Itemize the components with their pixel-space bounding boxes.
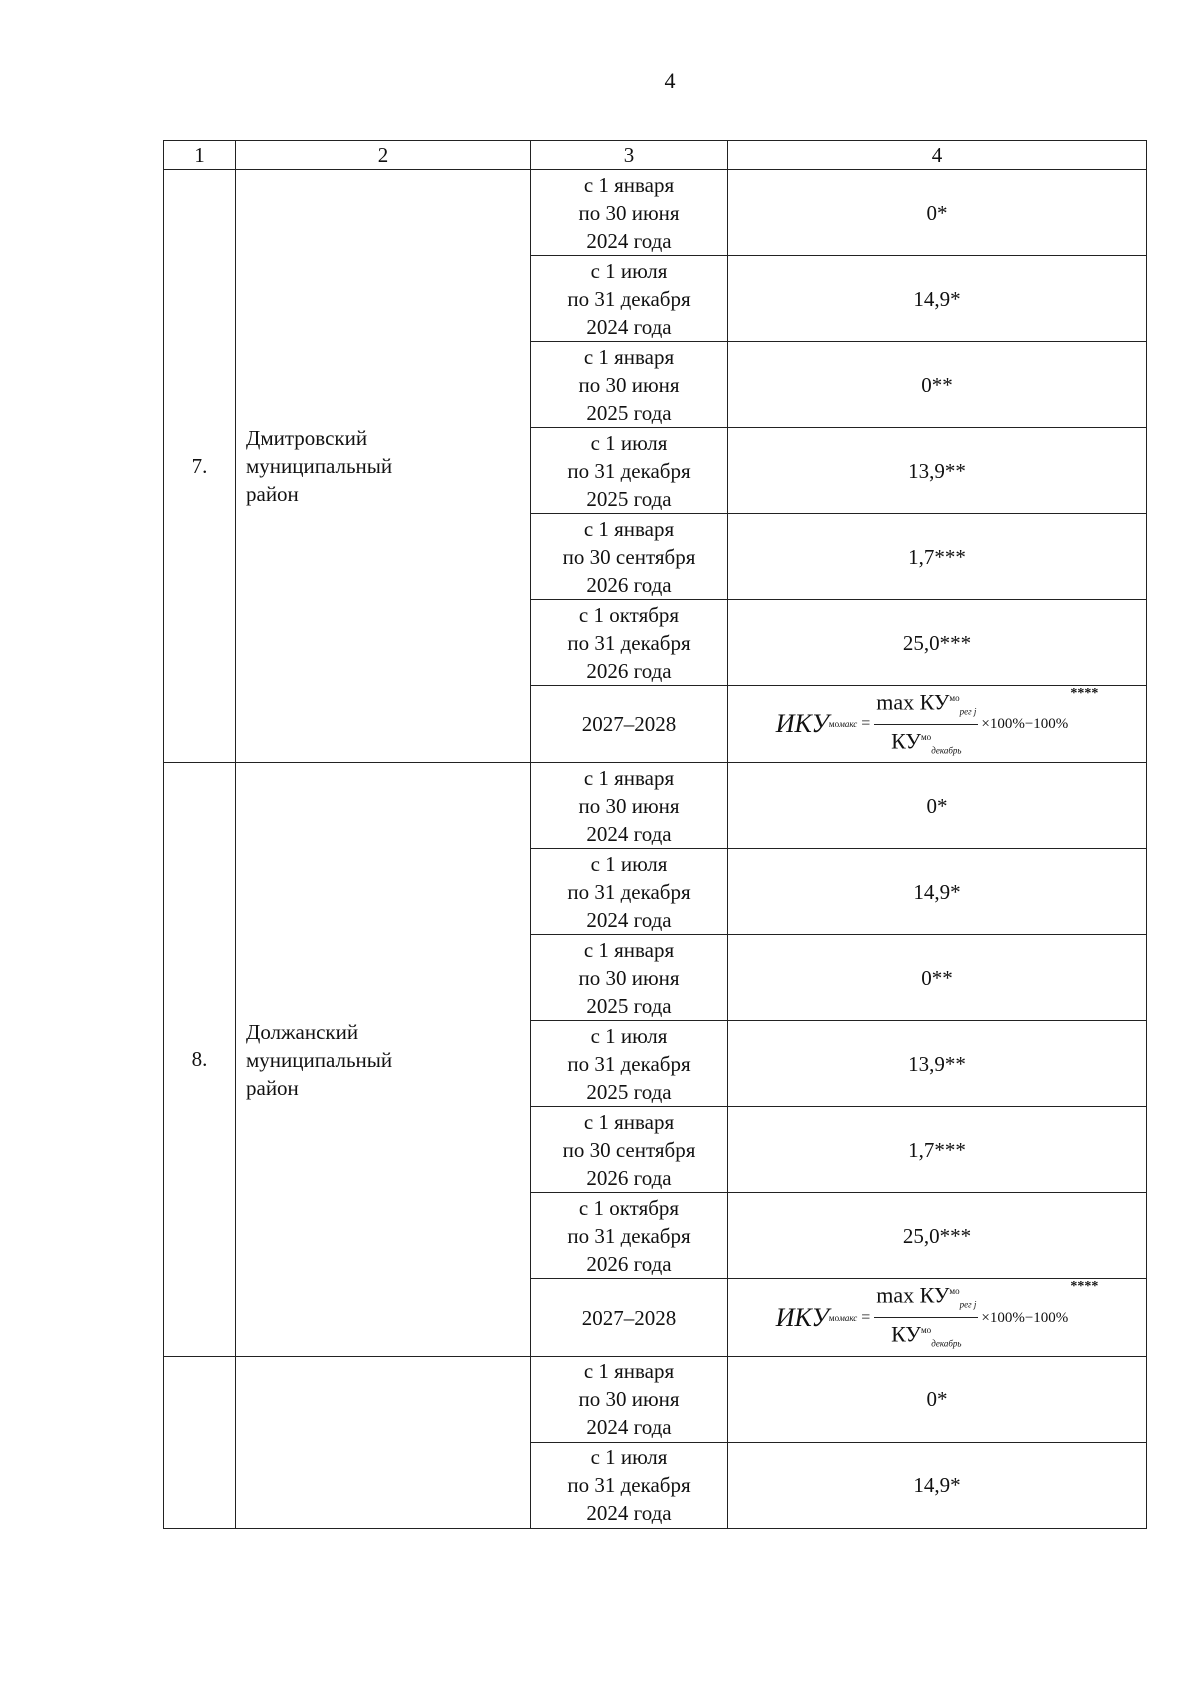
region-name-line: муниципальный — [246, 1047, 393, 1072]
period-line: по 30 июня — [578, 793, 680, 818]
column-header-1: 1 — [164, 141, 236, 170]
period-line: по 31 декабря — [567, 1223, 691, 1248]
index-value-cell: 13,9** — [728, 1021, 1147, 1107]
period-line: по 30 июня — [578, 1387, 680, 1412]
tariff-index-table — [163, 140, 1147, 1529]
period-line: 2025 года — [586, 993, 672, 1018]
index-value-cell — [728, 686, 1147, 763]
period-cell — [531, 1442, 728, 1528]
period-line: с 1 июля — [590, 1445, 668, 1470]
period-cell — [531, 763, 728, 849]
index-value-cell: 1,7*** — [728, 514, 1147, 600]
formula-numerator-superscript: мо — [949, 1286, 960, 1297]
formula-denominator-text: КУ — [891, 728, 921, 754]
region-name-line: район — [246, 1075, 299, 1100]
formula-lhs-subscript: макс — [839, 1312, 858, 1323]
period-line: по 30 июня — [578, 372, 680, 397]
row-index-cell — [164, 1356, 236, 1528]
formula-lhs-superscript: мо — [828, 1312, 840, 1323]
period-line: с 1 июля — [590, 851, 668, 876]
period-line: 2025 года — [586, 1079, 672, 1104]
period-line: с 1 октября — [578, 602, 680, 627]
formula-numerator-subscript: рег j — [959, 1300, 977, 1311]
formula-fraction — [874, 1279, 978, 1355]
period-line: по 30 сентября — [562, 1137, 696, 1162]
formula-equals: = — [861, 715, 871, 733]
row-index-cell: 7. — [164, 170, 236, 763]
formula-footnote-stars: **** — [1070, 1279, 1099, 1295]
period-line: с 1 января — [583, 765, 675, 790]
period-cell — [531, 1021, 728, 1107]
table-row — [164, 1356, 1147, 1442]
period-line: 2026 года — [586, 1251, 672, 1276]
period-line: по 30 июня — [578, 200, 680, 225]
period-cell — [531, 428, 728, 514]
period-cell — [531, 170, 728, 256]
period-line: 2024 года — [586, 1415, 672, 1440]
period-line: 2024 года — [586, 821, 672, 846]
formula-numerator-superscript: мо — [949, 693, 960, 703]
period-line: по 31 декабря — [567, 286, 691, 311]
table-row — [164, 763, 1147, 849]
period-line: 2025 года — [586, 486, 672, 511]
period-line: по 31 декабря — [567, 1473, 691, 1498]
period-line: 2027–2028 — [581, 1305, 677, 1330]
period-line: по 31 декабря — [567, 630, 691, 655]
index-value-cell: 0** — [728, 935, 1147, 1021]
formula-numerator-text: max КУ — [876, 1282, 950, 1308]
index-value-cell: 0* — [728, 763, 1147, 849]
tariff-formula — [776, 1279, 1099, 1355]
period-cell — [531, 256, 728, 342]
index-value-cell: 1,7*** — [728, 1107, 1147, 1193]
period-cell — [531, 514, 728, 600]
index-value-cell: 13,9** — [728, 428, 1147, 514]
formula-tail: ×100%−100% — [981, 1309, 1069, 1326]
index-value-cell: 25,0*** — [728, 600, 1147, 686]
formula-lhs-superscript: мо — [828, 719, 840, 730]
formula-denominator-subscript: декабрь — [931, 1338, 962, 1349]
period-line: по 30 июня — [578, 965, 680, 990]
formula-denominator-superscript: мо — [920, 731, 932, 742]
formula-fraction — [874, 686, 978, 762]
formula-numerator — [874, 1279, 978, 1318]
period-line: 2026 года — [586, 572, 672, 597]
region-name-cell — [236, 1356, 531, 1528]
index-value-cell: 0* — [728, 1356, 1147, 1442]
period-cell — [531, 1356, 728, 1442]
index-value-cell: 25,0*** — [728, 1193, 1147, 1279]
column-number-header-row — [164, 141, 1147, 170]
index-value-cell: 0* — [728, 170, 1147, 256]
region-name-line: муниципальный — [246, 454, 393, 479]
table-body — [164, 170, 1147, 1529]
period-line: с 1 января — [583, 344, 675, 369]
period-line: по 31 декабря — [567, 1051, 691, 1076]
formula-denominator — [891, 1318, 961, 1356]
formula-tail: ×100%−100% — [981, 716, 1069, 733]
period-line: с 1 января — [583, 516, 675, 541]
table-row — [164, 170, 1147, 256]
period-line: по 30 сентября — [562, 544, 696, 569]
formula-numerator — [874, 686, 978, 725]
index-value-cell: 14,9* — [728, 256, 1147, 342]
column-header-3: 3 — [531, 141, 728, 170]
region-name-cell — [236, 763, 531, 1356]
period-cell — [531, 342, 728, 428]
formula-lhs-subscript: макс — [839, 719, 858, 730]
period-line: 2026 года — [586, 658, 672, 683]
column-header-4: 4 — [728, 141, 1147, 170]
formula-lhs: ИКУ — [775, 1302, 829, 1332]
period-cell — [531, 1279, 728, 1356]
period-line: 2025 года — [586, 400, 672, 425]
formula-footnote-stars: **** — [1070, 686, 1099, 701]
formula-denominator — [891, 725, 961, 763]
period-cell — [531, 686, 728, 763]
column-header-2: 2 — [236, 141, 531, 170]
formula-lhs: ИКУ — [775, 709, 829, 739]
period-line: по 31 декабря — [567, 879, 691, 904]
index-value-cell: 0** — [728, 342, 1147, 428]
region-name-line: Должанский — [246, 1019, 359, 1044]
tariff-formula — [776, 686, 1099, 762]
index-value-cell — [728, 1279, 1147, 1356]
formula-denominator-superscript: мо — [920, 1325, 932, 1336]
period-cell — [531, 1107, 728, 1193]
period-cell — [531, 935, 728, 1021]
region-name-line: район — [246, 482, 299, 507]
formula-denominator-text: КУ — [891, 1321, 921, 1347]
period-line: с 1 января — [583, 172, 675, 197]
row-index-cell: 8. — [164, 763, 236, 1356]
period-line: 2024 года — [586, 907, 672, 932]
formula-numerator-text: max КУ — [876, 689, 950, 715]
index-value-cell: 14,9* — [728, 1442, 1147, 1528]
period-line: с 1 января — [583, 937, 675, 962]
region-name-line: Дмитровский — [246, 426, 368, 451]
formula-denominator-subscript: декабрь — [931, 745, 962, 756]
formula-equals: = — [861, 1308, 871, 1326]
period-cell — [531, 600, 728, 686]
page-number: 4 — [664, 68, 676, 93]
period-cell — [531, 849, 728, 935]
index-value-cell: 14,9* — [728, 849, 1147, 935]
period-line: по 31 декабря — [567, 458, 691, 483]
period-line: 2024 года — [586, 314, 672, 339]
region-name-cell — [236, 170, 531, 763]
period-line: 2027–2028 — [581, 712, 677, 737]
period-line: с 1 июля — [590, 258, 668, 283]
period-line: с 1 января — [583, 1109, 675, 1134]
period-line: 2024 года — [586, 228, 672, 253]
period-line: с 1 июля — [590, 1023, 668, 1048]
formula-numerator-subscript: рег j — [959, 706, 977, 717]
period-line: с 1 января — [583, 1359, 675, 1384]
period-line: с 1 июля — [590, 430, 668, 455]
period-line: 2026 года — [586, 1165, 672, 1190]
period-cell — [531, 1193, 728, 1279]
period-line: с 1 октября — [578, 1195, 680, 1220]
period-line: 2024 года — [586, 1501, 672, 1526]
